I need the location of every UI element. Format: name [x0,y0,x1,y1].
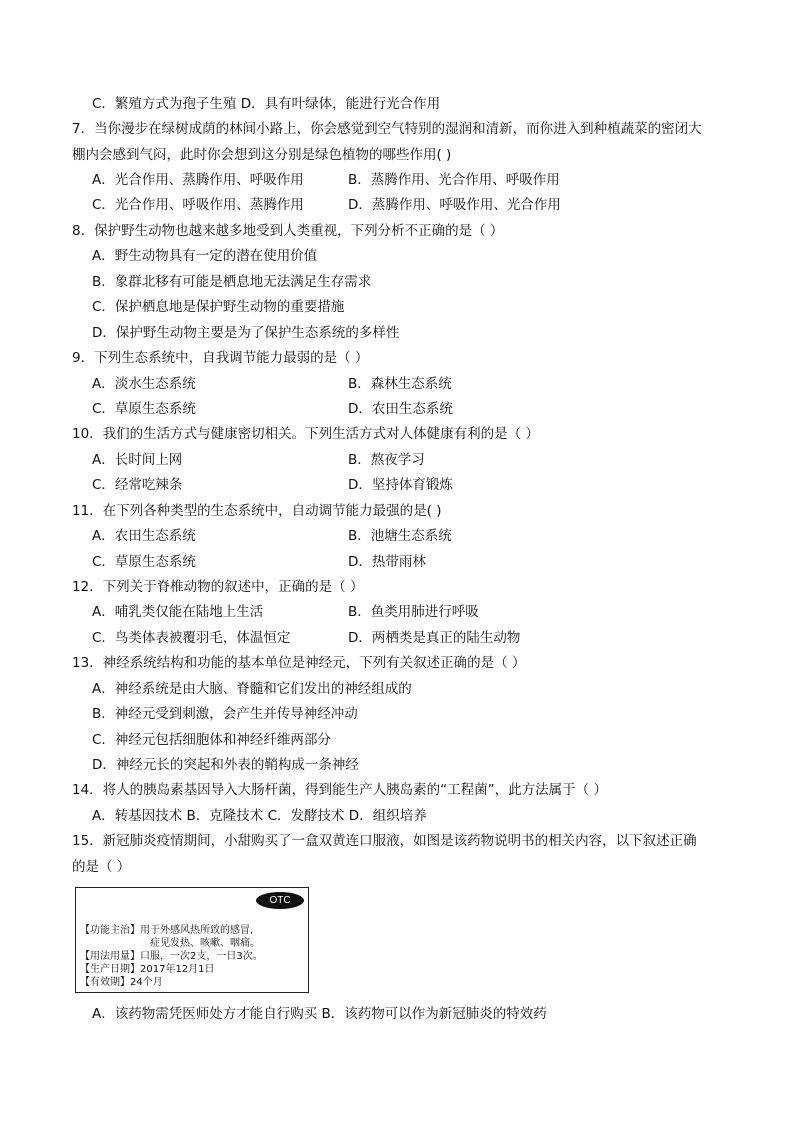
q7-option-b: B．蒸腾作用、光合作用、呼吸作用 [348,172,560,188]
q11-option-a: A．农田生态系统 [92,528,196,544]
q8-option-a: A．野生动物具有一定的潜在使用价值 [92,248,318,264]
q7-stem-line1: 7．当你漫步在绿树成荫的林间小路上，你会感觉到空气特别的湿润和清新，而你进入到种植蔬菜的密闭大 [72,121,702,137]
label-line-dosage: 【用法用量】口服，一次2支，一日3次。 [80,951,263,962]
q6-options-cd: C．繁殖方式为孢子生殖 D．具有叶绿体，能进行光合作用 [92,96,441,112]
q11-stem: 11．在下列各种类型的生态系统中，自动调节能力最强的是( ) [72,503,442,519]
q9-option-d: D．农田生态系统 [348,401,453,417]
q13-stem: 13．神经系统结构和功能的基本单位是神经元，下列有关叙述正确的是（ ） [72,655,526,671]
q12-option-a: A．哺乳类仅能在陆地上生活 [92,604,264,620]
q13-option-b: B．神经元受到刺激，会产生并传导神经冲动 [92,706,358,722]
q14-stem: 14．将人的胰岛素基因导入大肠杆菌，得到能生产人胰岛素的“工程菌”，此方法属于（ ） [72,782,607,798]
q9-option-b: B．森林生态系统 [348,376,452,392]
q10-option-b: B．熬夜学习 [348,452,425,468]
q11-option-d: D．热带雨林 [348,554,426,570]
q13-option-d: D．神经元长的突起和外表的鞘构成一条神经 [92,757,359,773]
q7-stem-line2: 棚内会感到气闷，此时你会想到这分别是绿色植物的哪些作用( ) [72,147,452,163]
label-line-symptoms: 症见发热、咳嗽、咽痛。 [150,938,260,949]
q8-option-c: C．保护栖息地是保护野生动物的重要措施 [92,299,345,315]
q9-option-c: C．草原生态系统 [92,401,196,417]
q8-stem: 8．保护野生动物也越来越多地受到人类重视，下列分析不正确的是（ ） [72,223,504,239]
q8-option-b: B．象群北移有可能是栖息地无法满足生存需求 [92,274,372,290]
q10-option-a: A．长时间上网 [92,452,183,468]
q10-stem: 10．我们的生活方式与健康密切相关。下列生活方式对人体健康有利的是（ ） [72,426,539,442]
medicine-label-box [75,887,309,993]
q11-option-c: C．草原生态系统 [92,554,196,570]
q10-option-c: C．经常吃辣条 [92,477,183,493]
q7-option-c: C．光合作用、呼吸作用、蒸腾作用 [92,197,304,213]
q9-option-a: A．淡水生态系统 [92,376,196,392]
label-line-expiry: 【有效期】24个月 [80,977,163,988]
q13-option-c: C．神经元包括细胞体和神经纤维两部分 [92,732,331,748]
q15-options-ab: A．该药物需凭医师处方才能自行购买 B．该药物可以作为新冠肺炎的特效药 [92,1006,547,1022]
q10-option-d: D．坚持体育锻炼 [348,477,453,493]
otc-badge: OTC [256,892,304,909]
q12-stem: 12．下列关于脊椎动物的叙述中，正确的是（ ） [72,579,364,595]
q15-stem-line2: 的是（ ） [72,859,131,875]
label-line-function: 【功能主治】用于外感风热所致的感冒, [80,925,254,936]
q8-option-d: D．保护野生动物主要是为了保护生态系统的多样性 [92,325,400,341]
q12-option-b: B．鱼类用肺进行呼吸 [348,604,479,620]
q13-option-a: A．神经系统是由大脑、脊髓和它们发出的神经组成的 [92,681,412,697]
q14-options: A．转基因技术 B．克隆技术 C．发酵技术 D．组织培养 [92,808,427,824]
q12-option-c: C．鸟类体表被覆羽毛，体温恒定 [92,630,291,646]
label-line-production-date: 【生产日期】2017年12月1日 [80,964,215,975]
q7-option-a: A．光合作用、蒸腾作用、呼吸作用 [92,172,304,188]
q7-option-d: D．蒸腾作用、呼吸作用、光合作用 [348,197,561,213]
q11-option-b: B．池塘生态系统 [348,528,452,544]
q12-option-d: D．两栖类是真正的陆生动物 [348,630,521,646]
q15-stem-line1: 15．新冠肺炎疫情期间，小甜购买了一盒双黄连口服液，如图是该药物说明书的相关内容，以下叙述正确 [72,833,697,849]
q9-stem: 9．下列生态系统中，自我调节能力最弱的是（ ） [72,350,369,366]
